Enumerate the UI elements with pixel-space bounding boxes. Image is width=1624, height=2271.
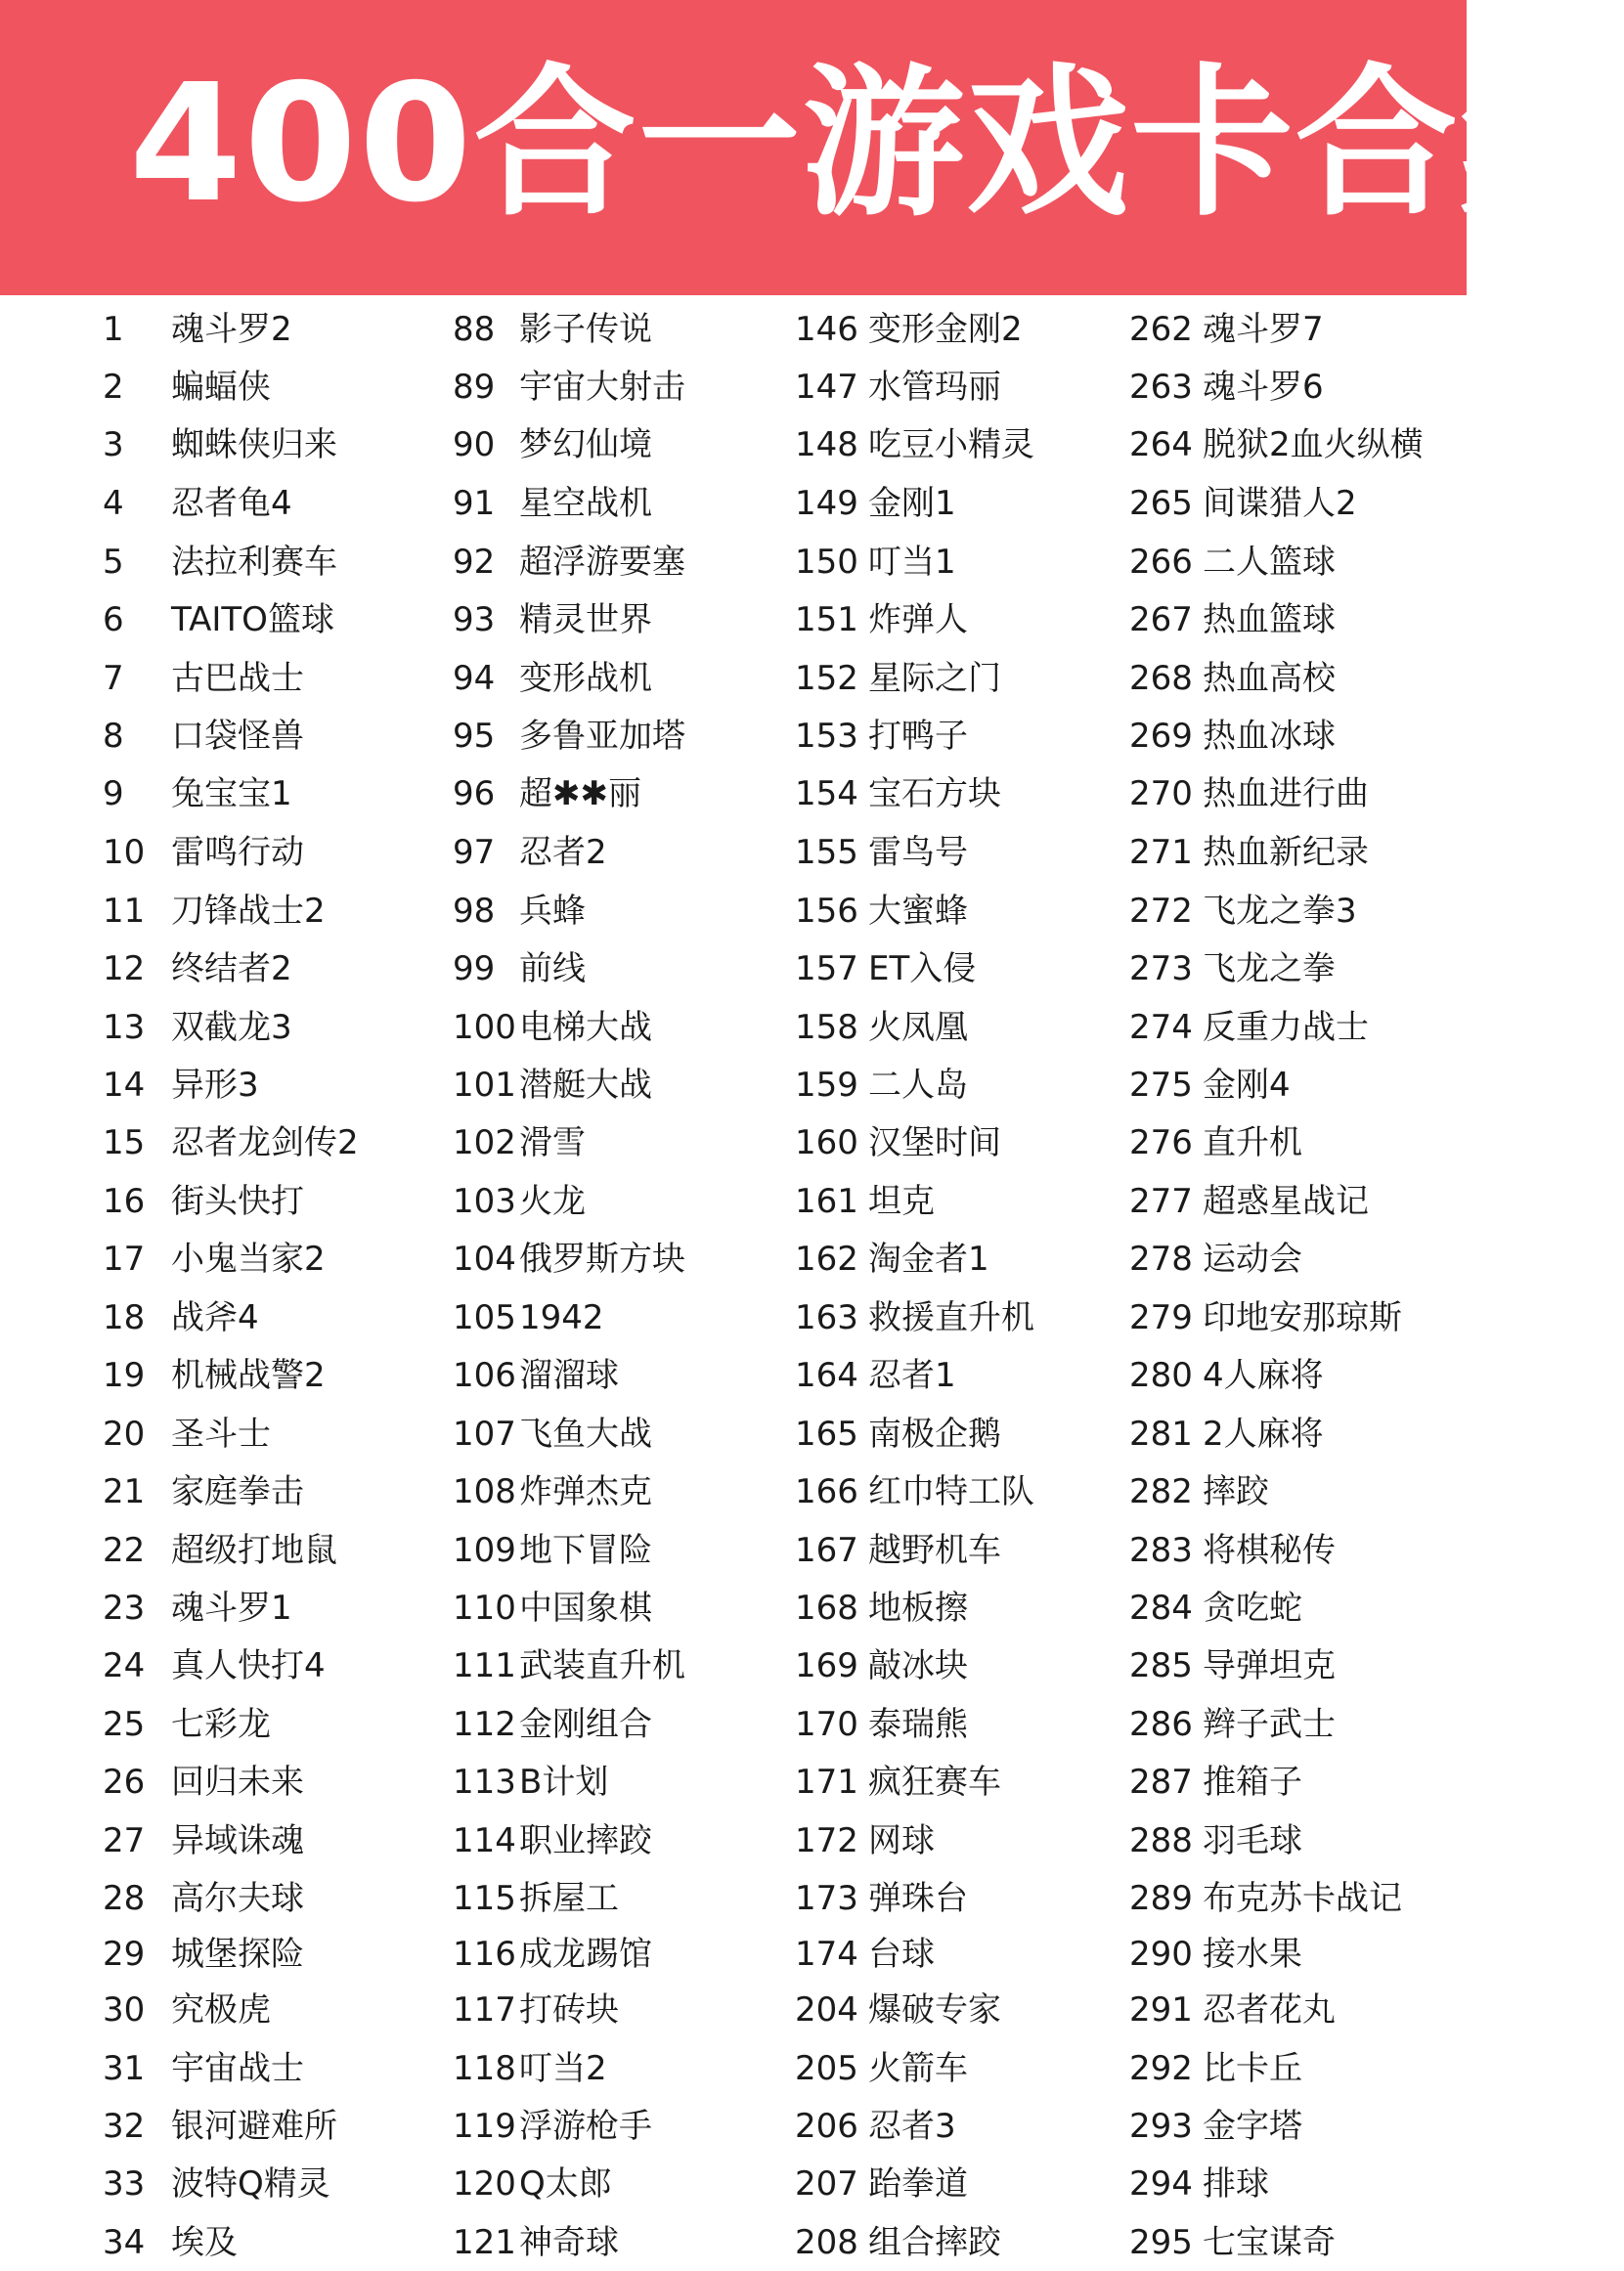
game-number: 162 (795, 1240, 858, 1279)
game-number: 89 (453, 368, 496, 407)
game-number: 99 (453, 949, 496, 988)
game-name: 七宝谋奇 (1203, 2223, 1336, 2262)
game-name: 大蜜蜂 (868, 892, 968, 931)
game-name: 究极虎 (171, 1990, 271, 2030)
game-number: 286 (1129, 1705, 1193, 1744)
game-number: 276 (1129, 1123, 1193, 1162)
game-name: 家庭拳击 (171, 1472, 304, 1511)
game-name: 2人麻将 (1203, 1415, 1324, 1454)
game-number: 158 (795, 1008, 858, 1047)
game-name: 导弹坦克 (1203, 1646, 1336, 1685)
game-name: 弹珠台 (868, 1879, 968, 1918)
game-number: 1 (103, 310, 124, 349)
game-name: 超✱✱丽 (519, 774, 641, 813)
game-number: 6 (103, 600, 124, 639)
game-name: 终结者2 (171, 949, 292, 988)
game-name: 火龙 (519, 1182, 586, 1221)
game-name: 叮当2 (519, 2049, 607, 2088)
game-name: 红巾特工队 (868, 1472, 1034, 1511)
game-name: 比卡丘 (1203, 2049, 1302, 2088)
game-name: 双截龙3 (171, 1008, 292, 1047)
game-number: 277 (1129, 1182, 1193, 1221)
game-name: 雷鸟号 (868, 833, 968, 872)
game-number: 171 (795, 1763, 858, 1802)
game-name: 浮游枪手 (519, 2107, 652, 2146)
game-number: 120 (453, 2164, 516, 2204)
game-number: 147 (795, 368, 858, 407)
game-number: 11 (103, 892, 146, 931)
game-name: 打鸭子 (868, 717, 968, 756)
game-number: 3 (103, 425, 124, 464)
game-name: 武装直升机 (519, 1646, 685, 1685)
game-name: 城堡探险 (171, 1935, 304, 1974)
game-name: 兵蜂 (519, 892, 586, 931)
game-name: 网球 (868, 1821, 935, 1860)
game-name: 汉堡时间 (868, 1123, 1001, 1162)
game-name: 贪吃蛇 (1203, 1589, 1302, 1628)
game-number: 172 (795, 1821, 858, 1860)
game-name: 电梯大战 (519, 1008, 652, 1047)
game-name: 变形战机 (519, 659, 652, 698)
game-name: 波特Q精灵 (171, 2164, 330, 2204)
game-number: 206 (795, 2107, 858, 2146)
game-number: 29 (103, 1935, 146, 1974)
game-number: 90 (453, 425, 496, 464)
game-number: 264 (1129, 425, 1193, 464)
game-number: 109 (453, 1531, 516, 1570)
game-name: 摔跤 (1203, 1472, 1269, 1511)
game-number: 291 (1129, 1990, 1193, 2030)
game-number: 156 (795, 892, 858, 931)
game-name: 街头快打 (171, 1182, 304, 1221)
game-number: 265 (1129, 484, 1193, 523)
game-name: 反重力战士 (1203, 1008, 1369, 1047)
game-number: 118 (453, 2049, 516, 2088)
game-number: 102 (453, 1123, 516, 1162)
game-number: 101 (453, 1066, 516, 1105)
game-name: 蝙蝠侠 (171, 368, 271, 407)
game-number: 294 (1129, 2164, 1193, 2204)
game-number: 121 (453, 2223, 516, 2262)
game-number: 146 (795, 310, 858, 349)
game-number: 100 (453, 1008, 516, 1047)
game-number: 112 (453, 1705, 516, 1744)
game-number: 31 (103, 2049, 146, 2088)
game-number: 280 (1129, 1356, 1193, 1395)
game-number: 268 (1129, 659, 1193, 698)
game-number: 20 (103, 1415, 146, 1454)
game-name: 宝石方块 (868, 774, 1001, 813)
game-number: 150 (795, 543, 858, 582)
game-name: 将棋秘传 (1203, 1531, 1336, 1570)
game-number: 114 (453, 1821, 516, 1860)
game-name: 水管玛丽 (868, 368, 1001, 407)
game-number: 117 (453, 1990, 516, 2030)
game-number: 28 (103, 1879, 146, 1918)
game-number: 288 (1129, 1821, 1193, 1860)
game-number: 166 (795, 1472, 858, 1511)
game-name: 脱狱2血火纵横 (1203, 425, 1424, 464)
game-number: 14 (103, 1066, 146, 1105)
game-number: 9 (103, 774, 124, 813)
game-name: 影子传说 (519, 310, 652, 349)
game-number: 88 (453, 310, 496, 349)
game-number: 159 (795, 1066, 858, 1105)
game-name: 异域诛魂 (171, 1821, 304, 1860)
game-number: 17 (103, 1240, 146, 1279)
game-number: 19 (103, 1356, 146, 1395)
game-number: 26 (103, 1763, 146, 1802)
game-name: 异形3 (171, 1066, 259, 1105)
game-name: 雷鸣行动 (171, 833, 304, 872)
game-name: 机械战警2 (171, 1356, 326, 1395)
game-number: 107 (453, 1415, 516, 1454)
game-name: 中国象棋 (519, 1589, 652, 1628)
game-name: 布克苏卡战记 (1203, 1879, 1402, 1918)
game-name: 魂斗罗6 (1203, 368, 1324, 407)
game-name: 飞龙之拳3 (1203, 892, 1357, 931)
game-name: 火凤凰 (868, 1008, 968, 1047)
game-name: 热血进行曲 (1203, 774, 1369, 813)
game-name: TAITO篮球 (171, 600, 334, 639)
game-name: 拆屋工 (519, 1879, 619, 1918)
game-name: 忍者1 (868, 1356, 956, 1395)
game-name: 刀锋战士2 (171, 892, 326, 931)
game-number: 25 (103, 1705, 146, 1744)
game-number: 164 (795, 1356, 858, 1395)
game-number: 22 (103, 1531, 146, 1570)
game-number: 93 (453, 600, 496, 639)
game-name: 二人岛 (868, 1066, 968, 1105)
game-name: 打砖块 (519, 1990, 619, 2030)
game-name: 职业摔跤 (519, 1821, 652, 1860)
game-number: 269 (1129, 717, 1193, 756)
game-name: 叮当1 (868, 543, 956, 582)
game-name: 超惑星战记 (1203, 1182, 1369, 1221)
game-number: 95 (453, 717, 496, 756)
game-name: 兔宝宝1 (171, 774, 292, 813)
game-name: 魂斗罗7 (1203, 310, 1324, 349)
game-name: 超浮游要塞 (519, 543, 685, 582)
game-number: 116 (453, 1935, 516, 1974)
game-name: 印地安那琼斯 (1203, 1298, 1402, 1337)
game-name: 飞龙之拳 (1203, 949, 1336, 988)
game-number: 30 (103, 1990, 146, 2030)
game-number: 290 (1129, 1935, 1193, 1974)
game-name: 蜘蛛侠归来 (171, 425, 337, 464)
game-number: 119 (453, 2107, 516, 2146)
page-title: 400合一游戏卡合集 (129, 50, 1624, 239)
game-number: 262 (1129, 310, 1193, 349)
game-number: 152 (795, 659, 858, 698)
game-number: 12 (103, 949, 146, 988)
game-number: 173 (795, 1879, 858, 1918)
game-name: 真人快打4 (171, 1646, 326, 1685)
game-number: 285 (1129, 1646, 1193, 1685)
game-number: 289 (1129, 1879, 1193, 1918)
game-name: 战斧4 (171, 1298, 259, 1337)
game-number: 283 (1129, 1531, 1193, 1570)
game-number: 167 (795, 1531, 858, 1570)
game-number: 148 (795, 425, 858, 464)
game-name: 滑雪 (519, 1123, 586, 1162)
game-name: 变形金刚2 (868, 310, 1023, 349)
game-number: 275 (1129, 1066, 1193, 1105)
game-number: 98 (453, 892, 496, 931)
game-name: 超级打地鼠 (171, 1531, 337, 1570)
game-number: 155 (795, 833, 858, 872)
game-number: 2 (103, 368, 124, 407)
game-number: 151 (795, 600, 858, 639)
game-name: 直升机 (1203, 1123, 1302, 1162)
game-name: 俄罗斯方块 (519, 1240, 685, 1279)
game-name: 金刚组合 (519, 1705, 652, 1744)
game-name: 高尔夫球 (171, 1879, 304, 1918)
game-name: 金刚1 (868, 484, 956, 523)
game-number: 168 (795, 1589, 858, 1628)
game-number: 18 (103, 1298, 146, 1337)
game-number: 106 (453, 1356, 516, 1395)
game-number: 174 (795, 1935, 858, 1974)
game-number: 278 (1129, 1240, 1193, 1279)
game-name: 敲冰块 (868, 1646, 968, 1685)
game-number: 27 (103, 1821, 146, 1860)
game-number: 165 (795, 1415, 858, 1454)
game-number: 108 (453, 1472, 516, 1511)
game-number: 10 (103, 833, 146, 872)
game-number: 105 (453, 1298, 516, 1337)
game-name: 精灵世界 (519, 600, 652, 639)
game-number: 282 (1129, 1472, 1193, 1511)
game-name: 宇宙大射击 (519, 368, 685, 407)
game-name: 魂斗罗2 (171, 310, 292, 349)
game-name: 泰瑞熊 (868, 1705, 968, 1744)
game-name: 推箱子 (1203, 1763, 1302, 1802)
game-name: 热血篮球 (1203, 600, 1336, 639)
game-number: 111 (453, 1646, 516, 1685)
game-name: 金字塔 (1203, 2107, 1302, 2146)
game-number: 270 (1129, 774, 1193, 813)
game-number: 15 (103, 1123, 146, 1162)
game-number: 293 (1129, 2107, 1193, 2146)
game-number: 263 (1129, 368, 1193, 407)
game-number: 267 (1129, 600, 1193, 639)
game-name: 忍者3 (868, 2107, 956, 2146)
game-name: 埃及 (171, 2223, 238, 2262)
game-name: 组合摔跤 (868, 2223, 1001, 2262)
game-name: 辫子武士 (1203, 1705, 1336, 1744)
game-number: 94 (453, 659, 496, 698)
game-name: 坦克 (868, 1182, 935, 1221)
game-name: 宇宙战士 (171, 2049, 304, 2088)
game-name: 排球 (1203, 2164, 1269, 2204)
game-name: 炸弹人 (868, 600, 968, 639)
game-number: 92 (453, 543, 496, 582)
game-name: 前线 (519, 949, 586, 988)
game-name: 南极企鹅 (868, 1415, 1001, 1454)
game-number: 8 (103, 717, 124, 756)
game-name: 口袋怪兽 (171, 717, 304, 756)
game-number: 279 (1129, 1298, 1193, 1337)
game-number: 32 (103, 2107, 146, 2146)
game-number: 292 (1129, 2049, 1193, 2088)
game-name: 溜溜球 (519, 1356, 619, 1395)
game-name: 成龙踢馆 (519, 1935, 652, 1974)
game-name: 星空战机 (519, 484, 652, 523)
game-name: 炸弹杰克 (519, 1472, 652, 1511)
game-name: 梦幻仙境 (519, 425, 652, 464)
game-number: 274 (1129, 1008, 1193, 1047)
game-name: ET入侵 (868, 949, 977, 988)
game-name: 飞鱼大战 (519, 1415, 652, 1454)
game-name: 羽毛球 (1203, 1821, 1302, 1860)
game-number: 96 (453, 774, 496, 813)
game-name: 接水果 (1203, 1935, 1302, 1974)
game-number: 157 (795, 949, 858, 988)
game-name: 银河避难所 (171, 2107, 337, 2146)
game-name: 二人篮球 (1203, 543, 1336, 582)
game-number: 281 (1129, 1415, 1193, 1454)
game-name: 忍者龙剑传2 (171, 1123, 359, 1162)
game-name: 台球 (868, 1935, 935, 1974)
game-number: 287 (1129, 1763, 1193, 1802)
game-name: 1942 (519, 1298, 604, 1337)
game-name: 火箭车 (868, 2049, 968, 2088)
game-name: 圣斗士 (171, 1415, 271, 1454)
game-name: 地板擦 (868, 1589, 968, 1628)
game-name: 古巴战士 (171, 659, 304, 698)
game-name: B计划 (519, 1763, 609, 1802)
game-number: 103 (453, 1182, 516, 1221)
game-name: 忍者龟4 (171, 484, 292, 523)
game-name: 忍者2 (519, 833, 607, 872)
game-number: 273 (1129, 949, 1193, 988)
game-name: 吃豆小精灵 (868, 425, 1034, 464)
title-banner (0, 0, 1624, 295)
game-number: 266 (1129, 543, 1193, 582)
game-number: 115 (453, 1879, 516, 1918)
game-name: 金刚4 (1203, 1066, 1291, 1105)
game-name: 法拉利赛车 (171, 543, 337, 582)
game-name: 跆拳道 (868, 2164, 968, 2204)
game-number: 110 (453, 1589, 516, 1628)
game-number: 24 (103, 1646, 146, 1685)
game-name: Q太郎 (519, 2164, 612, 2204)
game-name: 救援直升机 (868, 1298, 1034, 1337)
game-number: 161 (795, 1182, 858, 1221)
game-name: 地下冒险 (519, 1531, 652, 1570)
game-name: 运动会 (1203, 1240, 1302, 1279)
game-name: 星际之门 (868, 659, 1001, 698)
game-name: 热血新纪录 (1203, 833, 1369, 872)
game-number: 4 (103, 484, 124, 523)
game-name: 潜艇大战 (519, 1066, 652, 1105)
game-number: 149 (795, 484, 858, 523)
game-number: 295 (1129, 2223, 1193, 2262)
game-number: 113 (453, 1763, 516, 1802)
game-name: 忍者花丸 (1203, 1990, 1336, 2030)
game-number: 5 (103, 543, 124, 582)
game-number: 170 (795, 1705, 858, 1744)
game-name: 回归未来 (171, 1763, 304, 1802)
game-name: 间谍猎人2 (1203, 484, 1357, 523)
game-name: 爆破专家 (868, 1990, 1001, 2030)
game-number: 271 (1129, 833, 1193, 872)
game-name: 小鬼当家2 (171, 1240, 326, 1279)
game-name: 热血冰球 (1203, 717, 1336, 756)
game-name: 神奇球 (519, 2223, 619, 2262)
game-number: 34 (103, 2223, 146, 2262)
game-number: 33 (103, 2164, 146, 2204)
game-number: 207 (795, 2164, 858, 2204)
game-number: 23 (103, 1589, 146, 1628)
game-number: 104 (453, 1240, 516, 1279)
game-name: 魂斗罗1 (171, 1589, 292, 1628)
game-number: 205 (795, 2049, 858, 2088)
game-number: 154 (795, 774, 858, 813)
game-number: 208 (795, 2223, 858, 2262)
game-name: 热血高校 (1203, 659, 1336, 698)
game-number: 16 (103, 1182, 146, 1221)
game-name: 疯狂赛车 (868, 1763, 1001, 1802)
game-number: 153 (795, 717, 858, 756)
game-number: 272 (1129, 892, 1193, 931)
game-number: 163 (795, 1298, 858, 1337)
game-name: 淘金者1 (868, 1240, 989, 1279)
game-number: 7 (103, 659, 124, 698)
game-name: 越野机车 (868, 1531, 1001, 1570)
game-number: 284 (1129, 1589, 1193, 1628)
game-name: 多鲁亚加塔 (519, 717, 685, 756)
game-number: 97 (453, 833, 496, 872)
game-number: 160 (795, 1123, 858, 1162)
game-name: 七彩龙 (171, 1705, 271, 1744)
game-number: 13 (103, 1008, 146, 1047)
game-number: 21 (103, 1472, 146, 1511)
game-number: 91 (453, 484, 496, 523)
game-number: 169 (795, 1646, 858, 1685)
game-number: 204 (795, 1990, 858, 2030)
game-name: 4人麻将 (1203, 1356, 1324, 1395)
